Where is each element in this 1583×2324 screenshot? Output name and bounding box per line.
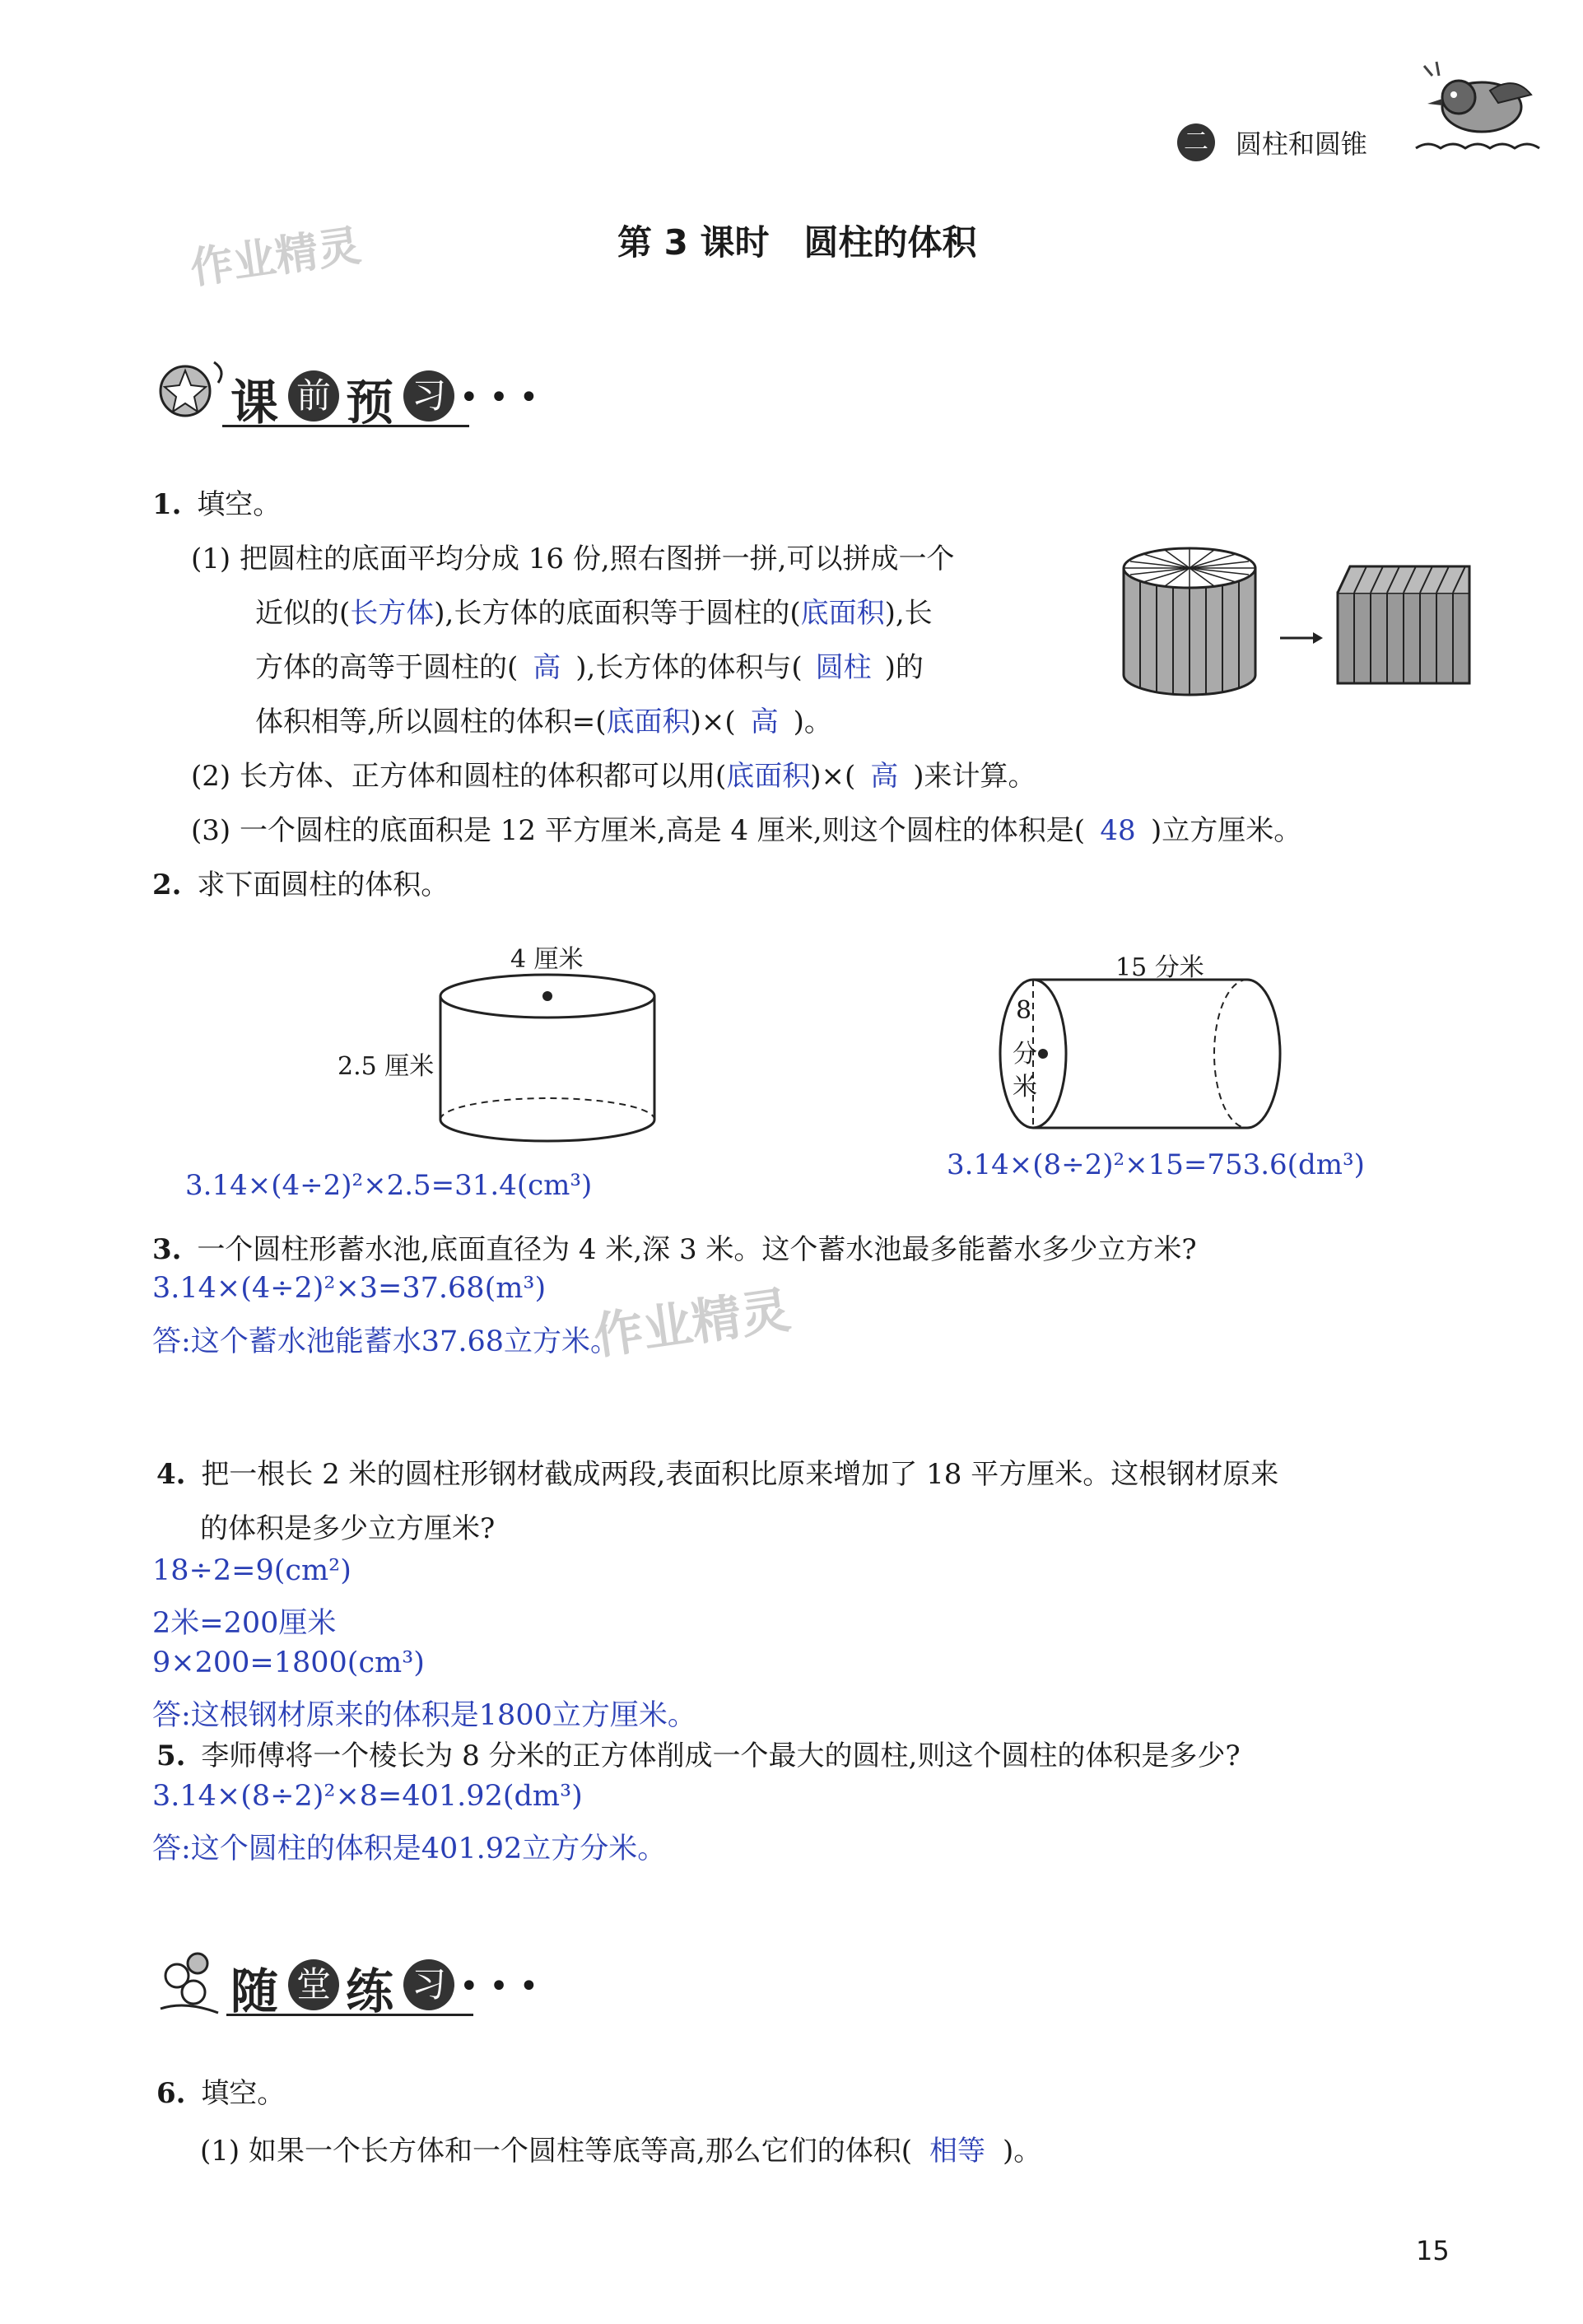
- q1-p1-line3: 方体的高等于圆柱的( 高 ),长方体的体积与( 圆柱 )的: [255, 640, 924, 695]
- q2-prompt: 2. 求下面圆柱的体积。: [152, 869, 449, 901]
- banner-char-4: 习: [403, 370, 454, 421]
- q5-work: 3.14×(8÷2)²×8=401.92(dm³): [152, 1780, 583, 1813]
- sliced-cylinder: [1124, 548, 1255, 695]
- q6-prompt: 6. 填空。: [156, 2077, 286, 2110]
- answer-blank: 长方体: [350, 597, 435, 630]
- q6-p1: (1) 如果一个长方体和一个圆柱等底等高,那么它们的体积( 相等 )。: [200, 2124, 1041, 2178]
- q3-prompt: 3. 一个圆柱形蓄水池,底面直径为 4 米,深 3 米。这个蓄水池最多能蓄水多少立方米?: [152, 1233, 1197, 1266]
- cylinder-1-answer: 3.14×(4÷2)²×2.5=31.4(cm³): [185, 1169, 593, 1202]
- chapter-title: 圆柱和圆锥: [1235, 128, 1367, 160]
- q1-p2: (2) 长方体、正方体和圆柱的体积都可以用(底面积)×( 高 )来计算。: [191, 749, 1036, 803]
- cylinder-1-height-label: 2.5 厘米: [338, 1052, 435, 1081]
- banner-char-2: 堂: [288, 1959, 339, 2010]
- banner-char-3: 练: [346, 1963, 394, 2019]
- answer-blank: 相等: [929, 2135, 986, 2168]
- q4-work-2: 2米=200厘米: [152, 1607, 337, 1640]
- approximate-cuboid: [1338, 566, 1469, 683]
- q3-work: 3.14×(4÷2)²×3=37.68(m³): [152, 1272, 547, 1305]
- banner-char-1: 课: [230, 375, 279, 431]
- cylinder-2-diameter-label-3: 米: [1013, 1073, 1037, 1101]
- page-number: 15: [1416, 2235, 1450, 2266]
- q4-work-1: 18÷2=9(cm²): [152, 1554, 352, 1587]
- q1-p1-line2: 近似的(长方体),长方体的底面积等于圆柱的(底面积),长: [255, 597, 933, 630]
- lesson-title: 第 3 课时 圆柱的体积: [617, 222, 977, 263]
- banner-char-3: 预: [346, 375, 394, 431]
- answer-blank: 高: [533, 651, 561, 684]
- section-preview-banner: [148, 346, 543, 436]
- arrow-icon: [1280, 632, 1323, 644]
- watermark-center: 作业精灵: [589, 1281, 794, 1367]
- answer-blank: 底面积: [606, 706, 691, 738]
- q4-work-3: 9×200=1800(cm³): [152, 1646, 425, 1679]
- answer-blank: 圆柱: [815, 651, 872, 684]
- q4-prompt-line1: 4. 把一根长 2 米的圆柱形钢材截成两段,表面积比原来增加了 18 平方厘米。这根钢材原来: [156, 1458, 1279, 1491]
- answer-blank: 底面积: [726, 760, 811, 793]
- flower-decoration-icon: [152, 1935, 235, 2025]
- cylinder-1-diameter-label: 4 厘米: [510, 945, 584, 974]
- flower-decoration-icon: [148, 346, 239, 436]
- banner-underline: [222, 425, 469, 427]
- cylinder-1-diagram: [436, 971, 659, 1153]
- cylinder-2-answer: 3.14×(8÷2)²×15=753.6(dm³): [947, 1148, 1365, 1181]
- q4-prompt-line2: 的体积是多少立方厘米?: [200, 1512, 496, 1545]
- chapter-marker: 二: [1177, 123, 1215, 161]
- q4-answer: 答:这根钢材原来的体积是1800立方厘米。: [152, 1699, 696, 1732]
- answer-blank: 高: [870, 760, 899, 793]
- q1-p1-line4: 体积相等,所以圆柱的体积=(底面积)×( 高 )。: [255, 695, 832, 749]
- answer-blank: 高: [750, 706, 779, 738]
- banner-underline: [226, 2014, 473, 2016]
- cylinder-2-diameter-label-1: 8: [1016, 996, 1032, 1025]
- banner-char-1: 随: [230, 1963, 279, 2019]
- section-practice-banner: [152, 1935, 564, 2025]
- cylinder-2-diameter-label-2: 分: [1013, 1040, 1037, 1069]
- q5-answer: 答:这个圆柱的体积是401.92立方分米。: [152, 1833, 667, 1865]
- answer-blank: 48: [1100, 814, 1136, 847]
- bird-decoration-icon: [1399, 58, 1556, 156]
- cylinder-to-cuboid-diagram: [1115, 527, 1478, 708]
- banner-char-4: 习: [403, 1959, 454, 2010]
- watermark: 作业精灵: [187, 221, 364, 295]
- banner-dots: • • •: [459, 1968, 539, 2005]
- answer-blank: 底面积: [800, 597, 885, 630]
- q1-p1-line1: (1) 把圆柱的底面平均分成 16 份,照右图拼一拼,可以拼成一个: [191, 543, 955, 575]
- q1-prompt: 1. 填空。: [152, 488, 282, 521]
- banner-char-2: 前: [288, 370, 339, 421]
- q1-p3: (3) 一个圆柱的底面积是 12 平方厘米,高是 4 厘米,则这个圆柱的体积是( 48 )立方厘米。: [191, 803, 1301, 858]
- q3-answer: 答:这个蓄水池能蓄水37.68立方米。: [152, 1325, 619, 1358]
- q5-prompt: 5. 李师傅将一个棱长为 8 分米的正方体削成一个最大的圆柱,则这个圆柱的体积是多少?: [156, 1740, 1241, 1772]
- banner-dots: • • •: [459, 379, 539, 417]
- cylinder-2-length-label: 15 分米: [1115, 953, 1204, 982]
